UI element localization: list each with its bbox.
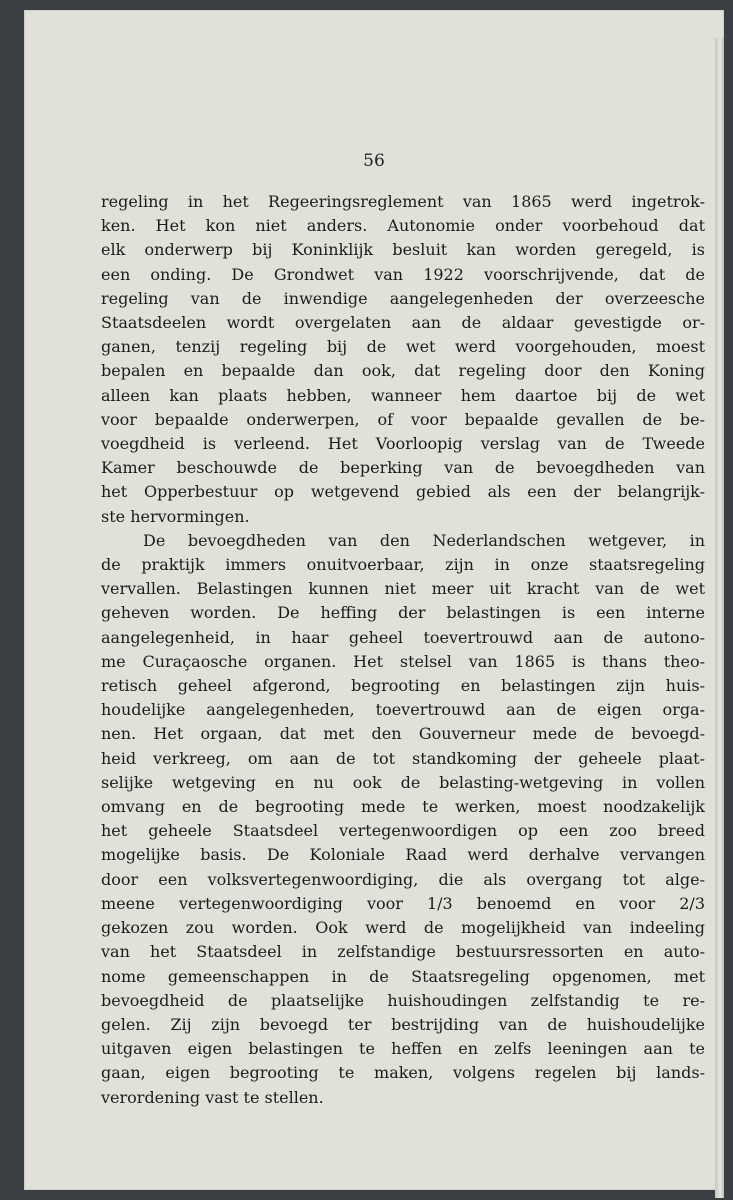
text-line: geheven worden. De heffing der belastingen is een interne [101, 603, 705, 623]
text-line: selijke wetgeving en nu ook de belasting-wetgeving in vollen [101, 772, 705, 792]
text-line: verordening vast te stellen. [101, 1087, 324, 1107]
text-line: omvang en de begrooting mede te werken, moest noodzakelijk [101, 797, 705, 817]
text-line: ken. Het kon niet anders. Autonomie onder voorbehoud dat [101, 216, 705, 236]
text-line: nen. Het orgaan, dat met den Gouverneur mede de bevoegd- [101, 724, 705, 744]
text-line: de praktijk immers onuitvoerbaar, zijn in onze staatsregeling [101, 555, 705, 575]
text-line: regeling van de inwendige aangelegenheden der overzeesche [101, 288, 705, 308]
text-line: Kamer beschouwde de beperking van de bevoegdheden van [101, 458, 705, 478]
book-page [24, 10, 724, 1190]
text-line: vervallen. Belastingen kunnen niet meer uit kracht van de wet [101, 579, 705, 599]
text-line: het Opperbestuur op wetgevend gebied als een der belangrijk- [101, 482, 705, 502]
page-edge [715, 38, 724, 1198]
text-line: ste hervormingen. [101, 506, 250, 526]
text-line: De bevoegdheden van den Nederlandschen wetgever, in [143, 530, 705, 550]
text-line: regeling in het Regeeringsreglement van 1865 werd ingetrok- [101, 192, 705, 211]
text-line: bepalen en bepaalde dan ook, dat regeling door den Koning [101, 361, 705, 381]
text-line: uitgaven eigen belastingen te heffen en zelfs leeningen aan te [101, 1039, 705, 1059]
text-line: Staatsdeelen wordt overgelaten aan de aldaar gevestigde or- [101, 313, 705, 333]
text-line: ganen, tenzij regeling bij de wet werd voorgehouden, moest [101, 337, 705, 357]
text-line: mogelijke basis. De Koloniale Raad werd derhalve vervangen [101, 845, 705, 865]
text-line: voegdheid is verleend. Het Voorloopig verslag van de Tweede [101, 434, 705, 454]
text-line: van het Staatsdeel in zelfstandige bestuursressorten en auto- [101, 942, 705, 962]
text-line: gaan, eigen begrooting te maken, volgens regelen bij lands- [101, 1063, 705, 1083]
text-line: me Curaçaosche organen. Het stelsel van 1865 is thans theo- [101, 651, 705, 671]
text-line: voor bepaalde onderwerpen, of voor bepaalde gevallen de be- [101, 409, 705, 429]
text-line: het geheele Staatsdeel vertegenwoordigen op een zoo breed [101, 821, 705, 841]
text-line: gekozen zou worden. Ook werd de mogelijkheid van indeeling [101, 918, 705, 938]
text-line: retisch geheel afgerond, begrooting en belastingen zijn huis- [101, 676, 705, 696]
text-line: heid verkreeg, om aan de tot standkoming der geheele plaat- [101, 748, 705, 768]
text-line: gelen. Zij zijn bevoegd ter bestrijding van de huishoudelijke [101, 1014, 705, 1034]
text-line: elk onderwerp bij Koninklijk besluit kan worden geregeld, is [101, 240, 705, 260]
page-number: 56 [363, 151, 385, 171]
text-line: door een volksvertegenwoordiging, die als overgang tot alge- [101, 869, 705, 889]
text-line: houdelijke aangelegenheden, toevertrouwd aan de eigen orga- [101, 700, 705, 720]
text-line: meene vertegenwoordiging voor 1/3 benoemd en voor 2/3 [101, 893, 705, 913]
text-line: bevoegdheid de plaatselijke huishoudingen zelfstandig te re- [101, 990, 705, 1010]
body-text [101, 190, 705, 1110]
text-line: nome gemeenschappen in de Staatsregeling opgenomen, met [101, 966, 705, 986]
text-line: aangelegenheid, in haar geheel toevertrouwd aan de autono- [101, 627, 705, 647]
text-line: alleen kan plaats hebben, wanneer hem daartoe bij de wet [101, 385, 705, 405]
text-line: een onding. De Grondwet van 1922 voorschrijvende, dat de [101, 264, 705, 284]
